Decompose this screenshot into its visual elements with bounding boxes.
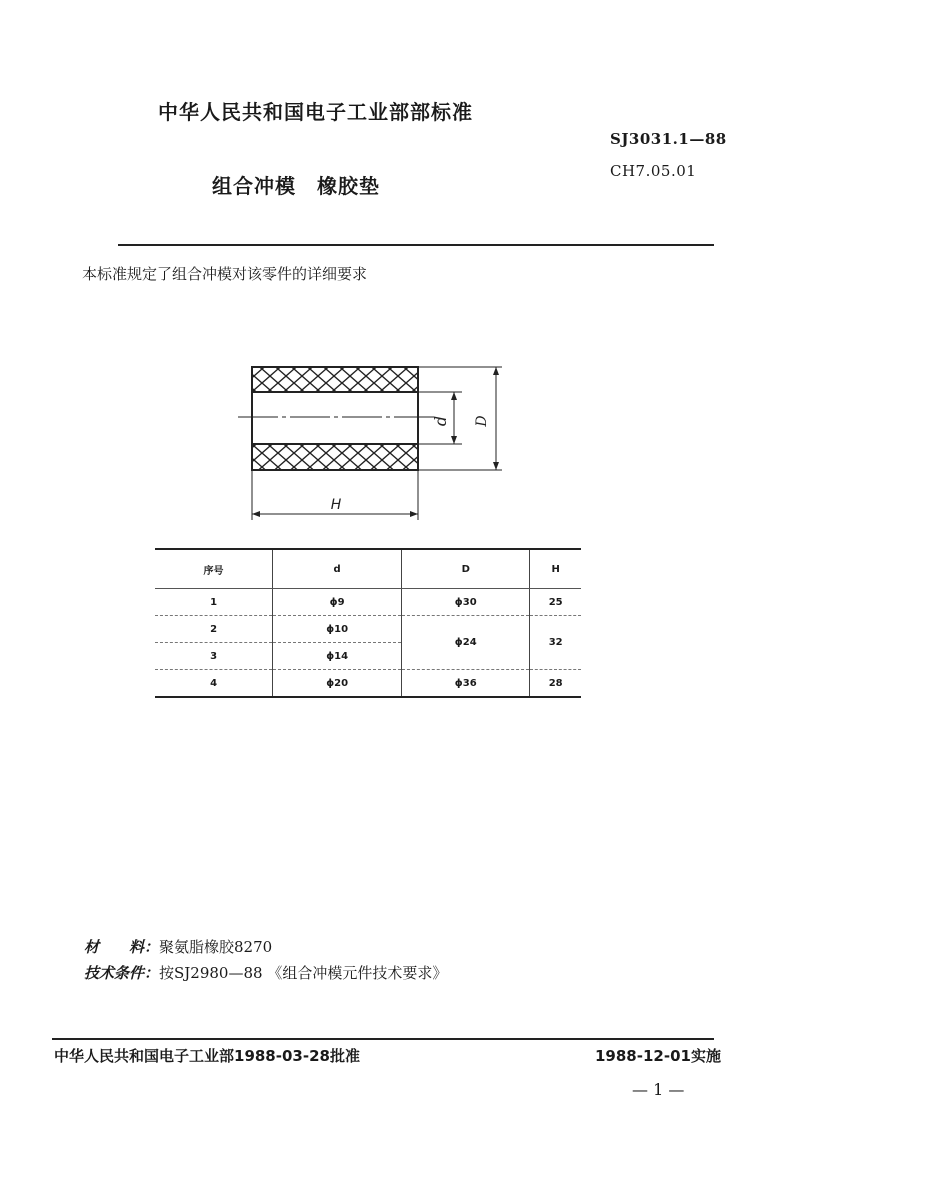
table-row: 1 ϕ9 ϕ30 25 [155, 589, 581, 616]
table-row: 3 ϕ14 [155, 643, 581, 670]
material-value: 聚氨脂橡胶8270 [159, 938, 273, 956]
page-number: — 1 — [632, 1080, 685, 1099]
header-d: d [273, 549, 402, 589]
material-line [84, 936, 272, 957]
technical-conditions-value: 按SJ2980—88 《组合冲模元件技术要求》 [159, 964, 448, 982]
approval-text: 中华人民共和国电子工业部1988-03-28批准 [54, 1047, 360, 1065]
table-row: 2 ϕ10 ϕ24 32 [155, 616, 581, 643]
pad-bottom-section [252, 444, 418, 470]
header-H: H [530, 549, 581, 589]
technical-conditions-label: 技术条件： [84, 964, 160, 982]
dimension-table [155, 548, 581, 698]
header-divider [118, 244, 714, 246]
header-no: 序号 [155, 549, 273, 589]
dimension-label-H: H [330, 497, 342, 513]
pad-bore [252, 392, 418, 444]
standard-code: SJ3031.1—88 [610, 130, 727, 148]
dimension-label-d: d [431, 415, 450, 427]
footer-divider [52, 1038, 714, 1040]
rubber-pad-drawing [230, 355, 520, 530]
dimension-label-D: D [474, 415, 490, 427]
header-D: D [402, 549, 530, 589]
pad-top-section [252, 367, 418, 392]
intro-text: 本标准规定了组合冲模对该零件的详细要求 [82, 265, 368, 283]
technical-conditions-line [84, 962, 447, 983]
material-label: 材 料： [84, 938, 160, 956]
ministry-standard-header: 中华人民共和国电子工业部部标准 [158, 100, 473, 124]
table-row: 4 ϕ20 ϕ36 28 [155, 670, 581, 698]
table-header-row [155, 549, 581, 589]
implementation-text: 1988-12-01实施 [595, 1047, 721, 1065]
document-title: 组合冲模 橡胶垫 [212, 174, 380, 198]
classification-code: CH7.05.01 [610, 162, 697, 180]
